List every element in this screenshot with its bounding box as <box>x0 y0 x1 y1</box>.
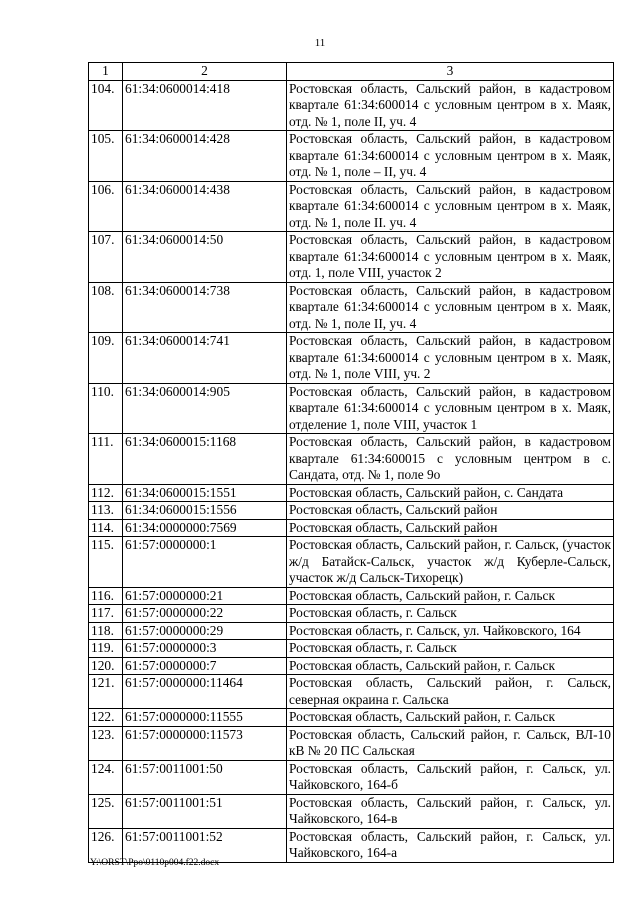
file-path-footer: Y:\ORST\Ppo\0110p004.f22.docx <box>90 858 220 868</box>
table-row <box>89 760 614 794</box>
cadastral-number: 61:57:0000000:21 <box>123 587 287 605</box>
row-address: Ростовская область, Сальский район, г. Сальск <box>287 587 614 605</box>
cadastral-number: 61:57:0000000:11573 <box>123 726 287 760</box>
header-col-1: 1 <box>89 63 123 81</box>
row-address: Ростовская область, Сальский район, г. Сальск, ул. Чайковского, 164-б <box>287 760 614 794</box>
row-address: Ростовская область, Сальский район, г. Сальск, (участок ж/д Батайск-Сальск, участок ж/д Куберле-Сальск, участок ж/д Сальск-Тихорецк) <box>287 537 614 588</box>
row-number: 120. <box>89 657 123 675</box>
row-number: 110. <box>89 383 123 434</box>
cadastral-table <box>88 62 614 863</box>
row-address: Ростовская область, Сальский район, в кадастровом квартале 61:34:600015 с условным центром в с. Сандата, отд. № 1, поле 9о <box>287 434 614 485</box>
row-address: Ростовская область, Сальский район, в кадастровом квартале 61:34:600014 с условным центром в х. Маяк, отд. № 1, поле II, уч. 4 <box>287 282 614 333</box>
row-address: Ростовская область, Сальский район <box>287 519 614 537</box>
row-number: 116. <box>89 587 123 605</box>
row-address: Ростовская область, г. Сальск, ул. Чайковского, 164 <box>287 622 614 640</box>
cadastral-number: 61:34:0600014:905 <box>123 383 287 434</box>
row-address: Ростовская область, Сальский район, в кадастровом квартале 61:34:600014 с условным центром в х. Маяк, отд. № 1, поле – II, уч. 4 <box>287 131 614 182</box>
row-number: 105. <box>89 131 123 182</box>
cadastral-number: 61:57:0000000:11464 <box>123 675 287 709</box>
row-number: 109. <box>89 333 123 384</box>
table-row <box>89 640 614 658</box>
table-row <box>89 333 614 384</box>
row-address: Ростовская область, Сальский район, г. Сальск, северная окраина г. Сальска <box>287 675 614 709</box>
cadastral-number: 61:34:0600015:1551 <box>123 484 287 502</box>
cadastral-number: 61:34:0600014:438 <box>123 181 287 232</box>
cadastral-number: 61:57:0000000:1 <box>123 537 287 588</box>
table-row <box>89 675 614 709</box>
table-row <box>89 537 614 588</box>
cadastral-number: 61:57:0011001:50 <box>123 760 287 794</box>
row-number: 126. <box>89 828 123 862</box>
table-row <box>89 383 614 434</box>
cadastral-number: 61:57:0011001:51 <box>123 794 287 828</box>
table-row <box>89 519 614 537</box>
row-number: 125. <box>89 794 123 828</box>
table-row <box>89 282 614 333</box>
table-row <box>89 434 614 485</box>
row-number: 115. <box>89 537 123 588</box>
row-address: Ростовская область, Сальский район, в кадастровом квартале 61:34:600014 с условным центром в х. Маяк, отделение 1, поле VIII, участок 1 <box>287 383 614 434</box>
cadastral-number: 61:57:0000000:3 <box>123 640 287 658</box>
cadastral-number: 61:34:0600014:428 <box>123 131 287 182</box>
row-number: 107. <box>89 232 123 283</box>
row-number: 104. <box>89 80 123 131</box>
header-col-3: 3 <box>287 63 614 81</box>
row-address: Ростовская область, Сальский район, г. Сальск <box>287 657 614 675</box>
row-number: 122. <box>89 709 123 727</box>
cadastral-number: 61:34:0600014:418 <box>123 80 287 131</box>
row-address: Ростовская область, г. Сальск <box>287 640 614 658</box>
table-row <box>89 709 614 727</box>
table-row <box>89 605 614 623</box>
table-row <box>89 131 614 182</box>
row-address: Ростовская область, Сальский район, в кадастровом квартале 61:34:600014 с условным центром в х. Маяк, отд. № 1, поле II. уч. 4 <box>287 181 614 232</box>
cadastral-number: 61:34:0600015:1556 <box>123 502 287 520</box>
row-number: 118. <box>89 622 123 640</box>
cadastral-number: 61:57:0000000:11555 <box>123 709 287 727</box>
cadastral-number: 61:57:0000000:29 <box>123 622 287 640</box>
page-number: 11 <box>314 37 326 49</box>
table-row <box>89 181 614 232</box>
cadastral-number: 61:34:0600014:50 <box>123 232 287 283</box>
table-row <box>89 657 614 675</box>
row-number: 112. <box>89 484 123 502</box>
row-number: 113. <box>89 502 123 520</box>
row-address: Ростовская область, Сальский район, с. Сандата <box>287 484 614 502</box>
table-row <box>89 484 614 502</box>
row-address: Ростовская область, Сальский район, в кадастровом квартале 61:34:600014 с условным центром в х. Маяк, отд. № 1, поле II, уч. 4 <box>287 80 614 131</box>
cadastral-number: 61:34:0600014:738 <box>123 282 287 333</box>
cadastral-number: 61:57:0011001:52 <box>123 828 287 862</box>
row-number: 106. <box>89 181 123 232</box>
table-row <box>89 622 614 640</box>
row-number: 119. <box>89 640 123 658</box>
row-number: 124. <box>89 760 123 794</box>
row-address: Ростовская область, Сальский район, г. Сальск, ул. Чайковского, 164-а <box>287 828 614 862</box>
row-address: Ростовская область, Сальский район, г. Сальск, ВЛ-10 кВ № 20 ПС Сальская <box>287 726 614 760</box>
row-number: 108. <box>89 282 123 333</box>
row-number: 121. <box>89 675 123 709</box>
row-address: Ростовская область, Сальский район <box>287 502 614 520</box>
row-address: Ростовская область, Сальский район, г. Сальск, ул. Чайковского, 164-в <box>287 794 614 828</box>
row-number: 114. <box>89 519 123 537</box>
table-header-row <box>89 63 614 81</box>
row-address: Ростовская область, г. Сальск <box>287 605 614 623</box>
table-row <box>89 587 614 605</box>
table-row <box>89 828 614 862</box>
table-row <box>89 726 614 760</box>
row-number: 111. <box>89 434 123 485</box>
cadastral-number: 61:34:0600014:741 <box>123 333 287 384</box>
row-address: Ростовская область, Сальский район, в кадастровом квартале 61:34:600014 с условным центром в х. Маяк, отд. 1, поле VIII, участок 2 <box>287 232 614 283</box>
cadastral-number: 61:34:0600015:1168 <box>123 434 287 485</box>
row-address: Ростовская область, Сальский район, г. Сальск <box>287 709 614 727</box>
cadastral-number: 61:57:0000000:7 <box>123 657 287 675</box>
row-number: 117. <box>89 605 123 623</box>
row-number: 123. <box>89 726 123 760</box>
table-row <box>89 232 614 283</box>
table-row <box>89 502 614 520</box>
cadastral-number: 61:34:0000000:7569 <box>123 519 287 537</box>
cadastral-number: 61:57:0000000:22 <box>123 605 287 623</box>
header-col-2: 2 <box>123 63 287 81</box>
row-address: Ростовская область, Сальский район, в кадастровом квартале 61:34:600014 с условным центром в х. Маяк, отд. № 1, поле VIII, уч. 2 <box>287 333 614 384</box>
table-row <box>89 80 614 131</box>
table-row <box>89 794 614 828</box>
